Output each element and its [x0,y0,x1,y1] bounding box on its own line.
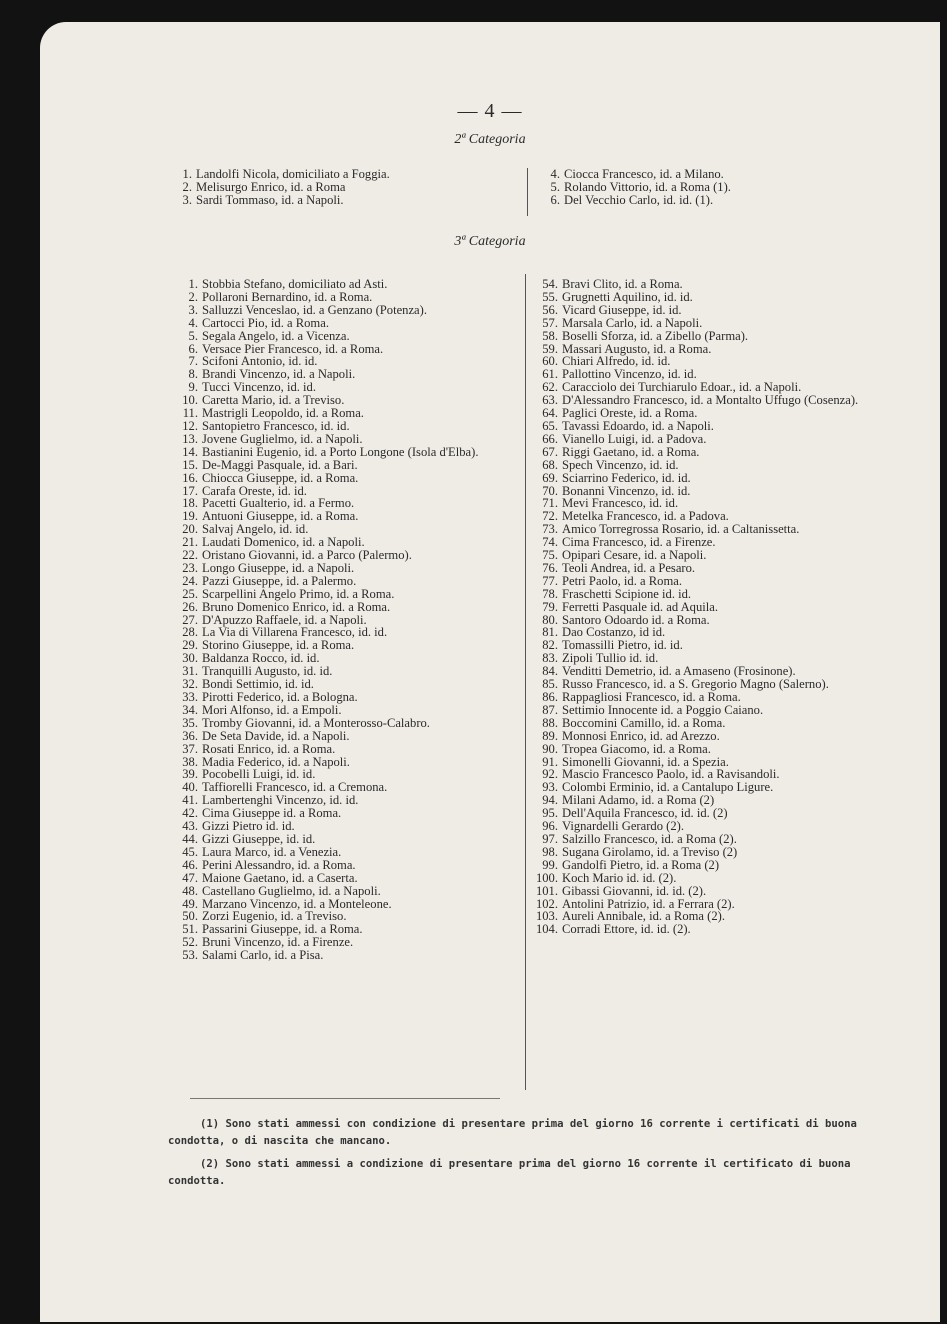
entry-number: 63. [542,393,558,408]
entry-number: 8. [188,367,198,382]
entry-text: Bastianini Eugenio, id. a Porto Longone (Isola d'Elba). [202,444,479,459]
entry-text: Antolini Patrizio, id. a Ferrara (2). [562,896,735,911]
entry-number: 92. [542,767,558,782]
entry-text: Gizzi Pietro id. id. [202,819,295,834]
entry-number: 10. [182,393,198,408]
entry-text: Jovene Guglielmo, id. a Napoli. [202,431,363,446]
entry-number: 46. [182,857,198,872]
entry-number: 15. [182,457,198,472]
entry-number: 72. [542,509,558,524]
entry-number: 104. [535,922,558,937]
entry-text: Gibassi Giovanni, id. id. (2). [562,883,707,898]
entry-number: 3. [188,302,198,317]
entry-text: Bravi Clito, id. a Roma. [562,277,683,291]
column-divider [525,274,526,1090]
entry-text: De Seta Davide, id. a Napoli. [202,728,350,743]
entry-text: Maione Gaetano, id. a Caserta. [202,870,358,885]
entry-text: Amico Torregrossa Rosario, id. a Caltanissetta. [562,522,800,537]
entry-text: Boccomini Camillo, id. a Roma. [562,715,726,730]
entry-text: Perini Alessandro, id. a Roma. [202,857,356,872]
entry-number: 50. [182,909,198,924]
entry-text: Cima Giuseppe id. a Roma. [202,806,342,821]
entry-text: Ciocca Francesco, id. a Milano. [564,167,724,181]
entry-number: 97. [542,831,558,846]
entry-text: Mastrigli Leopoldo, id. a Roma. [202,406,364,421]
entry-text: Santopietro Francesco, id. id. [202,418,350,433]
entry-number: 16. [182,470,198,485]
entry-text: Grugnetti Aquilino, id. id. [562,289,693,304]
entry-text: Simonelli Giovanni, id. a Spezia. [562,754,729,769]
entry-number: 42. [182,806,198,821]
entry-text: Salzillo Francesco, id. a Roma (2). [562,831,737,846]
entry-text: Boselli Sforza, id. a Zibello (Parma). [562,328,749,343]
category-2-heading: 2ª Categoria [454,132,526,147]
entry-number: 57. [542,315,558,330]
entry-number: 5. [550,179,560,194]
entry-number: 94. [542,793,558,808]
entry-text: Zorzi Eugenio, id. a Treviso. [202,909,347,924]
entry-number: 41. [182,793,198,808]
entry-text: Mascio Francesco Paolo, id. a Ravisandoli. [562,767,780,782]
entry-text: Vicard Giuseppe, id. id. [562,302,682,317]
entry-number: 20. [182,522,198,537]
entry-text: Pallottino Vincenzo, id. id. [562,367,697,382]
entry-text: Versace Pier Francesco, id. a Roma. [202,341,384,356]
entry-number: 19. [182,509,198,524]
category-2-left-column [166,168,526,207]
entry-text: Tomassilli Pietro, id. id. [562,638,683,653]
entry-text: Gizzi Giuseppe, id. id. [202,831,316,846]
entry-text: Pacetti Gualterio, id. a Fermo. [202,496,355,511]
entry-number: 22. [182,548,198,563]
entry-text: Passarini Giuseppe, id. a Roma. [202,922,363,937]
entry-number: 103. [535,909,558,924]
entry-number: 18. [182,496,198,511]
entry-number: 102. [535,896,558,911]
entry-number: 85. [542,677,558,692]
entry-text: Vianello Luigi, id. a Padova. [562,431,707,446]
entry-number: 17. [182,483,198,498]
entry-number: 7. [188,354,198,369]
entry-number: 2. [188,289,198,304]
entry-number: 56. [542,302,558,317]
entry-number: 49. [182,896,198,911]
entry-number: 64. [542,406,558,421]
entry-text: Metelka Francesco, id. a Padova. [562,509,729,524]
entry-number: 86. [542,690,558,704]
entry-number: 75. [542,548,558,563]
entry-number: 65. [542,418,558,433]
entry-number: 89. [542,728,558,743]
entry-number: 32. [182,677,198,692]
entry-text: Oristano Giovanni, id. a Parco (Palermo). [202,548,412,563]
entry-number: 59. [542,341,558,356]
entry-text: Dell'Aquila Francesco, id. id. (2) [562,806,728,821]
entry-text: Sardi Tommaso, id. a Napoli. [196,192,344,207]
entry-text: Landolfi Nicola, domiciliato a Foggia. [196,167,390,181]
entry-text: Settimio Innocente id. a Poggio Caiano. [562,702,764,717]
entry-text: Marzano Vincenzo, id. a Monteleone. [202,896,392,911]
entry-number: 1. [188,277,198,291]
entry-text: Baldanza Rocco, id. id. [202,651,320,666]
entry-number: 14. [182,444,198,459]
entry-number: 1. [182,167,192,181]
entry-text: Melisurgo Enrico, id. a Roma [196,179,346,194]
entry-number: 5. [188,328,198,343]
list-item [534,194,894,207]
entry-number: 6. [188,341,198,356]
entry-number: 67. [542,444,558,459]
entry-number: 84. [542,664,558,679]
entry-text: Mevi Francesco, id. id. [562,496,679,511]
entry-number: 2. [182,179,192,194]
entry-number: 99. [542,857,558,872]
entry-text: Scarpellini Angelo Primo, id. a Roma. [202,586,395,601]
entry-text: Castellano Guglielmo, id. a Napoli. [202,883,381,898]
entry-number: 90. [542,741,558,756]
entry-number: 82. [542,638,558,653]
entry-text: Koch Mario id. id. (2). [562,870,677,885]
entry-number: 4. [188,315,198,330]
entry-text: Rosati Enrico, id. a Roma. [202,741,336,756]
entry-text: Chiocca Giuseppe, id. a Roma. [202,470,359,485]
entry-text: Mori Alfonso, id. a Empoli. [202,702,342,717]
entry-text: Stobbia Stefano, domiciliato ad Asti. [202,277,388,291]
entry-text: Ferretti Pasquale id. ad Aquila. [562,599,718,614]
entry-number: 24. [182,573,198,588]
entry-text: Laura Marco, id. a Venezia. [202,844,342,859]
entry-text: Paglici Oreste, id. a Roma. [562,406,698,421]
entry-number: 13. [182,431,198,446]
entry-text: Opipari Cesare, id. a Napoli. [562,548,707,563]
entry-text: Longo Giuseppe, id. a Napoli. [202,560,355,575]
entry-text: Rolando Vittorio, id. a Roma (1). [564,179,731,194]
entry-text: Carafa Oreste, id. id. [202,483,307,498]
entry-text: D'Apuzzo Raffaele, id. a Napoli. [202,612,367,627]
entry-text: Bruno Domenico Enrico, id. a Roma. [202,599,391,614]
entry-text: La Via di Villarena Francesco, id. id. [202,625,388,640]
entry-number: 28. [182,625,198,640]
document-page [40,22,940,1322]
entry-text: Caracciolo dei Turchiarulo Edoar., id. a Napoli. [562,380,802,395]
entry-number: 70. [542,483,558,498]
entry-text: Segala Angelo, id. a Vicenza. [202,328,350,343]
entry-text: Fraschetti Scipione id. id. [562,586,692,601]
entry-number: 29. [182,638,198,653]
entry-number: 68. [542,457,558,472]
entry-number: 58. [542,328,558,343]
entry-text: Pirotti Federico, id. a Bologna. [202,690,358,704]
entry-number: 51. [182,922,198,937]
entry-text: Petri Paolo, id. a Roma. [562,573,682,588]
entry-text: Dao Costanzo, id id. [562,625,666,640]
entry-number: 30. [182,651,198,666]
entry-number: 4. [550,167,560,181]
entry-number: 73. [542,522,558,537]
entry-number: 55. [542,289,558,304]
entry-number: 6. [550,192,560,207]
entry-number: 52. [182,935,198,950]
entry-number: 81. [542,625,558,640]
entry-text: Storino Giuseppe, id. a Roma. [202,638,355,653]
entry-text: Antuoni Giuseppe, id. a Roma. [202,509,359,524]
list-item [532,923,882,936]
list-item [172,949,520,962]
category-3-left-column [172,278,520,962]
entry-number: 44. [182,831,198,846]
entry-text: Lambertenghi Vincenzo, id. id. [202,793,359,808]
entry-text: Salvaj Angelo, id. id. [202,522,309,537]
entry-number: 101. [535,883,558,898]
entry-number: 77. [542,573,558,588]
entry-text: Pazzi Giuseppe, id. a Palermo. [202,573,357,588]
entry-text: Tropea Giacomo, id. a Roma. [562,741,711,756]
list-item [166,194,526,207]
entry-text: Taffiorelli Francesco, id. a Cremona. [202,780,388,795]
entry-number: 62. [542,380,558,395]
entry-text: Madia Federico, id. a Napoli. [202,754,350,769]
entry-number: 23. [182,560,198,575]
entry-text: Brandi Vincenzo, id. a Napoli. [202,367,356,382]
entry-text: Bruni Vincenzo, id. a Firenze. [202,935,354,950]
entry-number: 95. [542,806,558,821]
entry-text: Aureli Annibale, id. a Roma (2). [562,909,725,924]
entry-text: Marsala Carlo, id. a Napoli. [562,315,703,330]
entry-number: 47. [182,870,198,885]
entry-text: Venditti Demetrio, id. a Amaseno (Frosinone). [562,664,796,679]
entry-text: Bondi Settimio, id. id. [202,677,314,692]
entry-number: 87. [542,702,558,717]
entry-text: Milani Adamo, id. a Roma (2) [562,793,715,808]
entry-text: Colombi Erminio, id. a Cantalupo Ligure. [562,780,774,795]
entry-number: 37. [182,741,198,756]
entry-text: D'Alessandro Francesco, id. a Montalto Uffugo (Cosenza). [562,393,859,408]
entry-text: Pocobelli Luigi, id. id. [202,767,316,782]
entry-number: 34. [182,702,198,717]
entry-number: 36. [182,728,198,743]
entry-number: 3. [182,192,192,207]
entry-text: De-Maggi Pasquale, id. a Bari. [202,457,358,472]
entry-number: 43. [182,819,198,834]
column-divider [527,168,528,216]
entry-text: Vignardelli Gerardo (2). [562,819,684,834]
entry-number: 61. [542,367,558,382]
entry-number: 78. [542,586,558,601]
entry-number: 25. [182,586,198,601]
entry-text: Tromby Giovanni, id. a Monterosso-Calabro. [202,715,430,730]
entry-number: 26. [182,599,198,614]
entry-number: 33. [182,690,198,704]
entry-text: Chiari Alfredo, id. id. [562,354,671,369]
category-2-right-column [534,168,894,207]
category-3-right-column [532,278,882,936]
entry-text: Salluzzi Venceslao, id. a Genzano (Potenza). [202,302,427,317]
entry-number: 31. [182,664,198,679]
entry-text: Caretta Mario, id. a Treviso. [202,393,345,408]
entry-number: 11. [182,406,198,421]
entry-number: 96. [542,819,558,834]
entry-number: 71. [542,496,558,511]
entry-text: Teoli Andrea, id. a Pesaro. [562,560,696,575]
entry-text: Massari Augusto, id. a Roma. [562,341,712,356]
footnotes [168,1116,888,1196]
entry-text: Tucci Vincenzo, id. id. [202,380,316,395]
category-3-heading: 3ª Categoria [454,234,526,249]
entry-text: Spech Vincenzo, id. id. [562,457,679,472]
entry-number: 79. [542,599,558,614]
entry-text: Riggi Gaetano, id. a Roma. [562,444,700,459]
entry-number: 76. [542,560,558,575]
entry-number: 53. [182,948,198,963]
entry-number: 98. [542,844,558,859]
entry-text: Zipoli Tullio id. id. [562,651,659,666]
entry-number: 66. [542,431,558,446]
entry-text: Laudati Domenico, id. a Napoli. [202,535,365,550]
entry-number: 54. [542,277,558,291]
entry-text: Sugana Girolamo, id. a Treviso (2) [562,844,738,859]
entry-number: 21. [182,535,198,550]
entry-number: 39. [182,767,198,782]
entry-number: 40. [182,780,198,795]
entry-text: Gandolfi Pietro, id. a Roma (2) [562,857,720,872]
entry-number: 60. [542,354,558,369]
entry-number: 74. [542,535,558,550]
entry-number: 35. [182,715,198,730]
entry-text: Corradi Ettore, id. id. (2). [562,922,691,937]
footnote-rule [190,1098,500,1099]
entry-number: 12. [182,418,198,433]
entry-text: Salami Carlo, id. a Pisa. [202,948,324,963]
entry-text: Monnosi Enrico, id. ad Arezzo. [562,728,720,743]
footnote-2: (2) Sono stati ammessi a condizione di presentare prima del giorno 16 corrente il certificato di buona condotta. [168,1158,851,1187]
entry-number: 48. [182,883,198,898]
entry-text: Tranquilli Augusto, id. id. [202,664,333,679]
entry-number: 69. [542,470,558,485]
entry-number: 45. [182,844,198,859]
entry-text: Del Vecchio Carlo, id. id. (1). [564,192,714,207]
entry-text: Cartocci Pio, id. a Roma. [202,315,329,330]
entry-text: Santoro Odoardo id. a Roma. [562,612,710,627]
entry-number: 100. [535,870,558,885]
entry-number: 93. [542,780,558,795]
entry-number: 83. [542,651,558,666]
entry-number: 80. [542,612,558,627]
entry-text: Scifoni Antonio, id. id. [202,354,318,369]
footnote-1: (1) Sono stati ammessi con condizione di presentare prima del giorno 16 corrente i certificati di buona condotta, o di nascita che mancano. [168,1118,857,1147]
entry-number: 91. [542,754,558,769]
page-number: — 4 — [457,100,523,122]
entry-number: 27. [182,612,198,627]
entry-text: Russo Francesco, id. a S. Gregorio Magno (Salerno). [562,677,829,692]
entry-text: Tavassi Edoardo, id. a Napoli. [562,418,714,433]
entry-text: Cima Francesco, id. a Firenze. [562,535,716,550]
entry-number: 9. [188,380,198,395]
entry-text: Bonanni Vincenzo, id. id. [562,483,691,498]
entry-text: Sciarrino Federico, id. id. [562,470,691,485]
entry-number: 88. [542,715,558,730]
entry-number: 38. [182,754,198,769]
entry-text: Pollaroni Bernardino, id. a Roma. [202,289,373,304]
entry-text: Rappagliosi Francesco, id. a Roma. [562,690,741,704]
